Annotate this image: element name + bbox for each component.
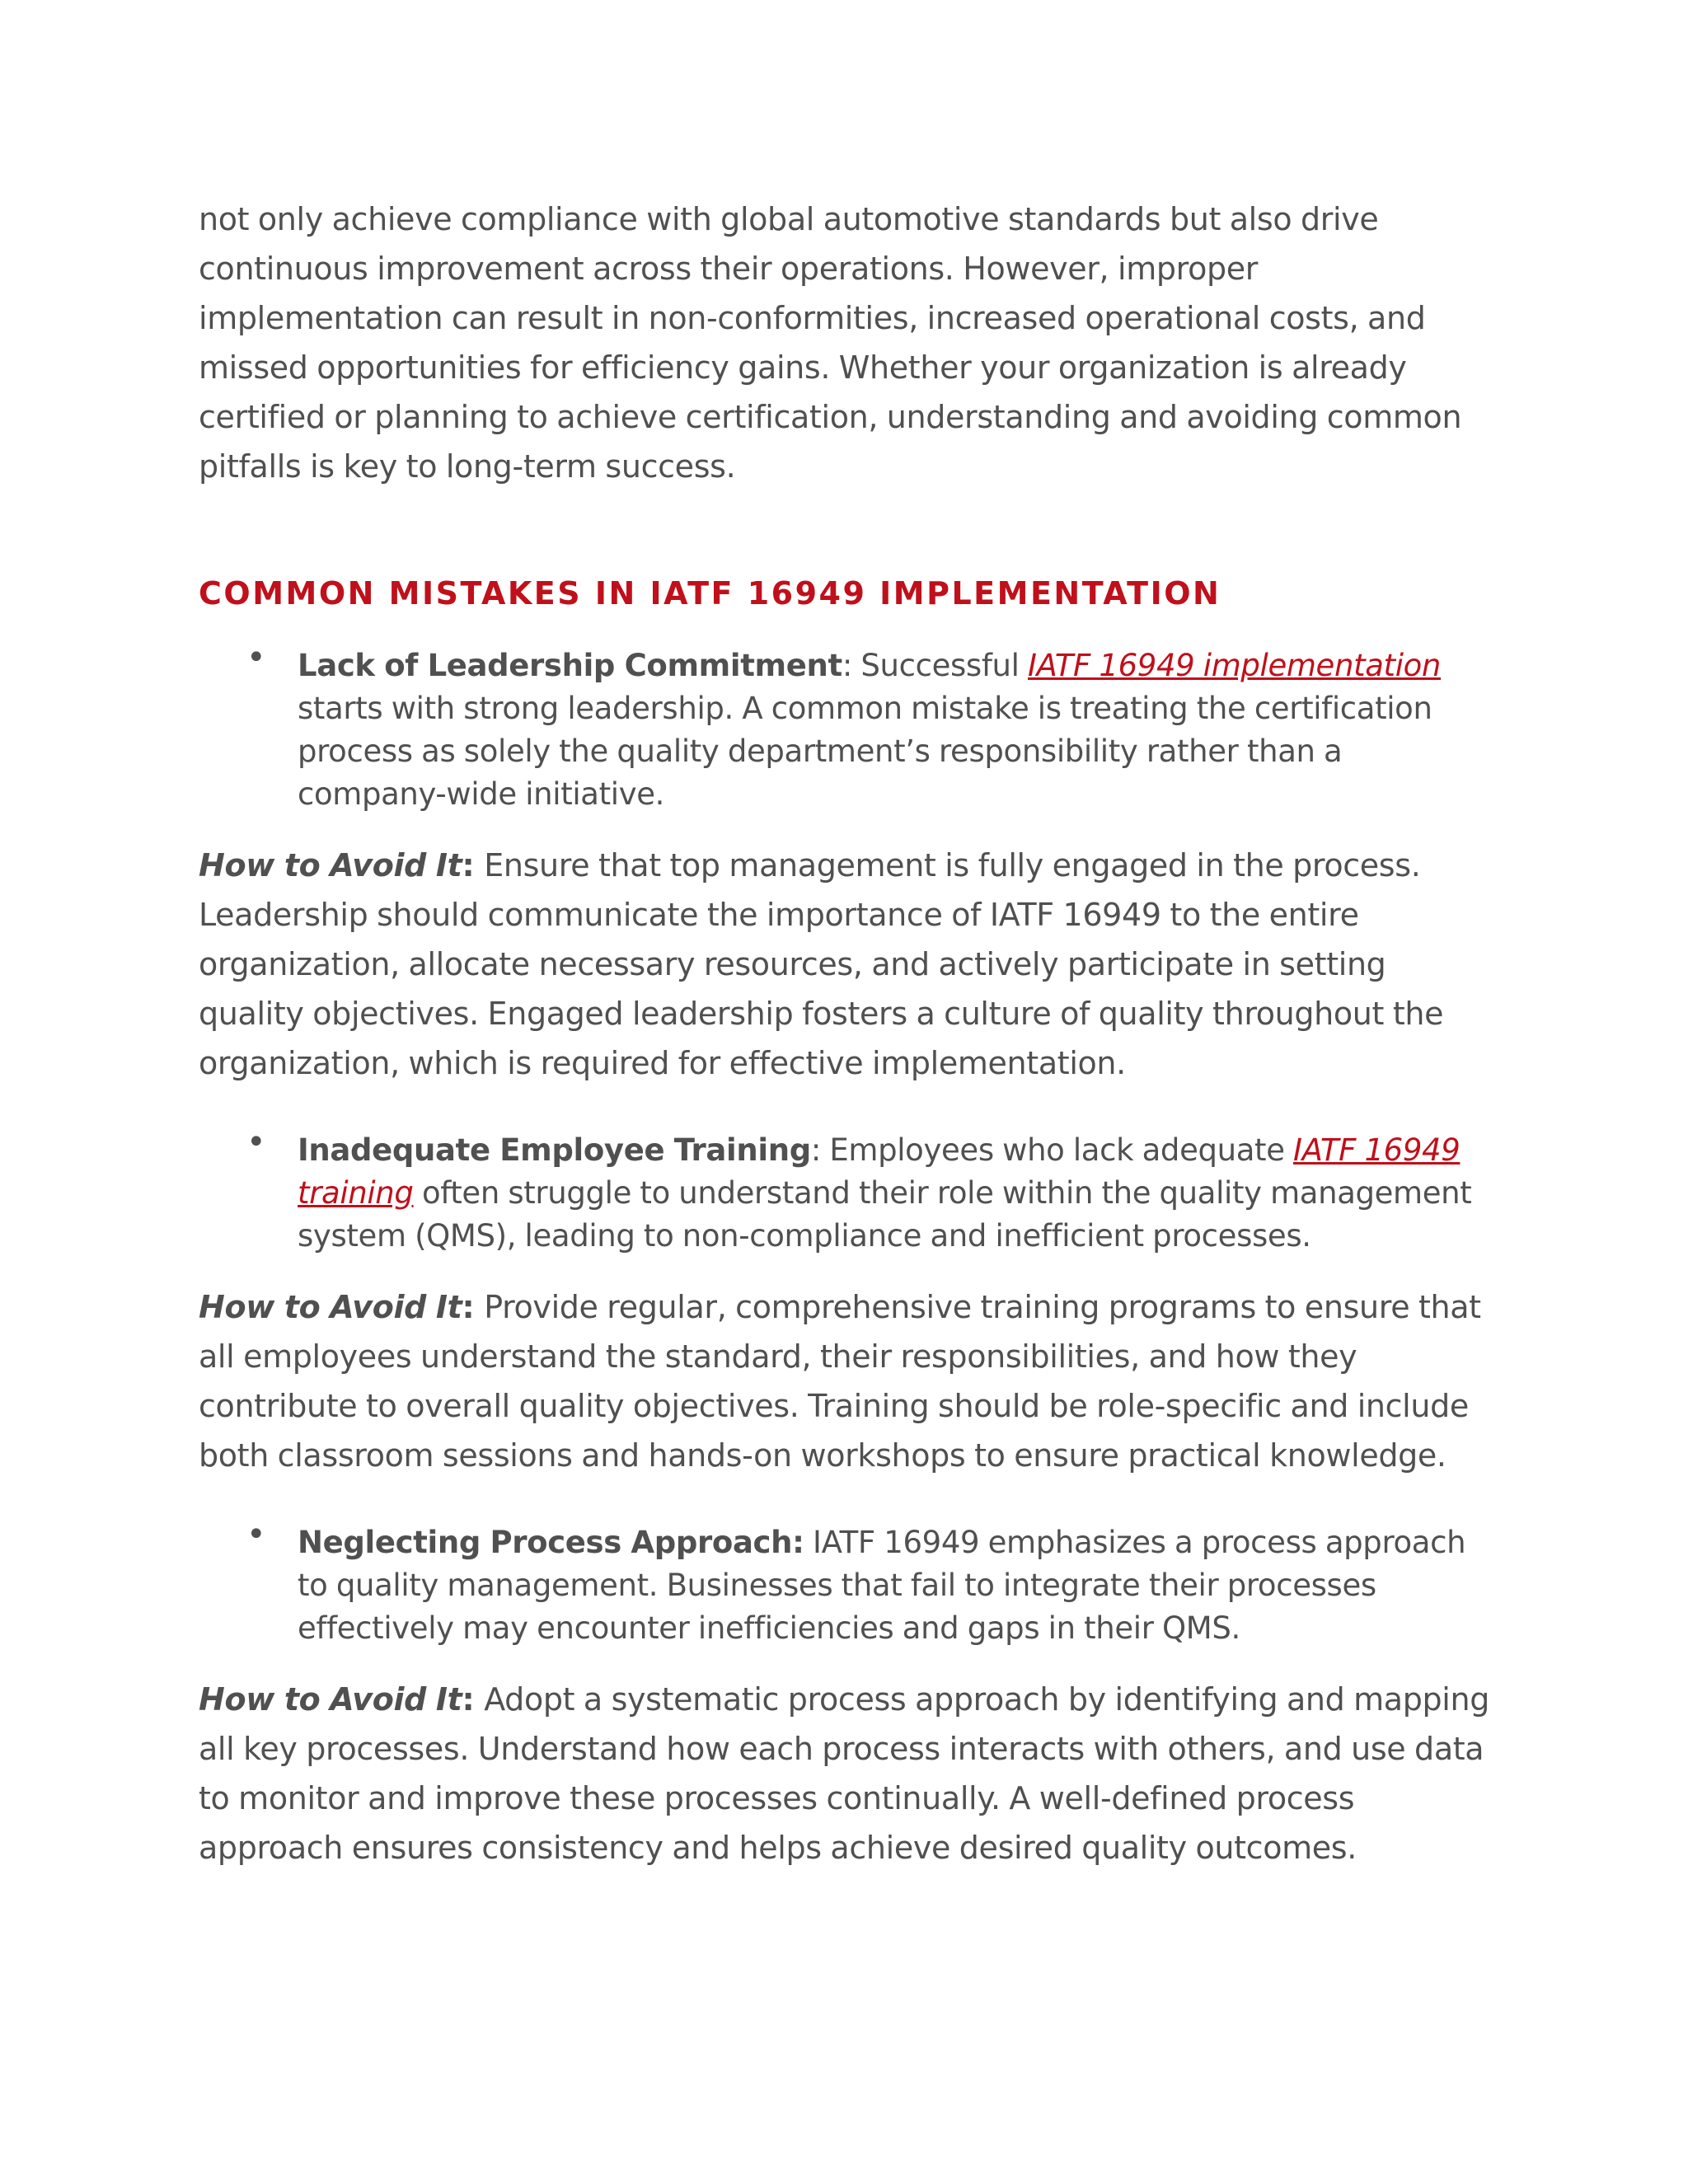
mistake-item-process-approach: [199, 1516, 1493, 1650]
mistake-title: Neglecting Process Approach:: [298, 1525, 804, 1560]
label-separator: :: [462, 1289, 485, 1325]
how-to-avoid-paragraph: [199, 841, 1493, 1088]
how-to-avoid-label: How to Avoid It: [199, 1289, 462, 1325]
bullet-icon: •: [246, 639, 266, 677]
how-to-avoid-text: Adopt a systematic process approach by identifying and mapping all key processes. Understand how each process interacts with others, and use data to monitor and improve these processes continually. A well-defined process approach ensures consistency and helps achieve desired quality outcomes.: [199, 1681, 1489, 1866]
document-page: [199, 194, 1493, 1872]
bullet-icon: •: [246, 1516, 266, 1554]
mistake-text: Employees who lack adequate: [829, 1132, 1294, 1168]
mistake-text: starts with strong leadership. A common mistake is treating the certification process as solely the quality department’s responsibility rather than a company-wide initiative.: [298, 691, 1432, 812]
how-to-avoid-text: Ensure that top management is fully engaged in the process. Leadership should communicate the importance of IATF 16949 to the entire organization, allocate necessary resources, and actively participate in setting quality objectives. Engaged leadership fosters a culture of quality throughout the organization, which is required for effective implementation.: [199, 847, 1444, 1081]
title-separator: :: [842, 648, 861, 683]
title-separator: :: [810, 1132, 830, 1168]
bullet-icon: •: [246, 1123, 266, 1161]
how-to-avoid-label: How to Avoid It: [199, 1681, 462, 1718]
how-to-avoid-paragraph: [199, 1282, 1493, 1480]
how-to-avoid-paragraph: [199, 1675, 1493, 1872]
how-to-avoid-label: How to Avoid It: [199, 847, 462, 883]
mistake-text: Successful: [860, 648, 1028, 683]
mistake-item-training: [199, 1123, 1493, 1258]
mistake-item-leadership: [199, 639, 1493, 816]
how-to-avoid-text: Provide regular, comprehensive training programs to ensure that all employees understand the standard, their responsibilities, and how they contribute to overall quality objectives. Training should be role-specific and include both classroom sessions and hands-on workshops to ensure practical knowledge.: [199, 1289, 1481, 1474]
iatf-training-link[interactable]: IATF 16949 training: [298, 1132, 1461, 1211]
mistake-title: Lack of Leadership Commitment: [298, 648, 842, 683]
title-separator: [804, 1525, 813, 1560]
label-separator: :: [462, 1681, 485, 1718]
intro-paragraph: not only achieve compliance with global automotive standards but also drive continuous improvement across their operations. However, improper implementation can result in non-conformities, increased operational costs, and missed opportunities for efficiency gains. Whether your organization is already certified or planning to achieve certification, understanding and avoiding common pitfalls is key to long-term success.: [199, 201, 1462, 485]
section-heading: COMMON MISTAKES IN IATF 16949 IMPLEMENTATION: [199, 575, 1221, 612]
iatf-implementation-link[interactable]: IATF 16949 implementation: [1027, 648, 1442, 683]
mistake-text: often struggle to understand their role within the quality management system (QMS), leading to non-compliance and inefficient processes.: [298, 1175, 1472, 1254]
mistake-text: IATF 16949 emphasizes a process approach to quality management. Businesses that fail to integrate their processes effectively may encounter inefficiencies and gaps in their QMS.: [298, 1525, 1466, 1646]
label-separator: :: [462, 847, 485, 883]
mistake-title: Inadequate Employee Training: [298, 1132, 811, 1168]
